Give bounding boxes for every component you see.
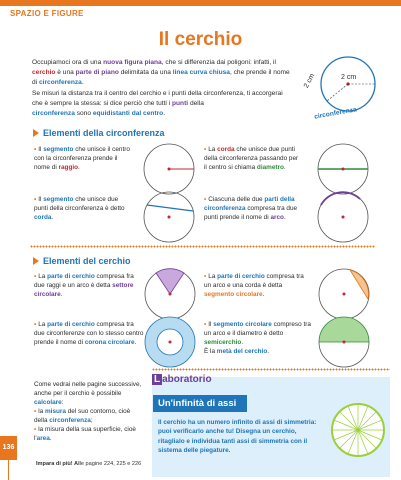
page-number: 136 bbox=[0, 436, 17, 460]
symmetry-wheel-diagram bbox=[328, 400, 388, 460]
divider-lab bbox=[152, 368, 390, 371]
lab-heading: L aboratorio bbox=[154, 374, 212, 385]
item-circular-segment: • La parte di cerchio compresa tra un arco e una corda è detta segmento circolare. bbox=[204, 273, 304, 298]
intro-text: Occupiamoci ora di una nuova figura piana, che si differenzia dai poligoni: infatti, il cerchio è una parte di piano delimitata da una linea curva chiusa, che prende il nome di circonferenza. Se misuri la distanza tra il centro del cerchio e i punti della circonferenza, ti accorgerai che è sempre la stessa: si dice perciò che tutti i punti della circonferenza sono equidistanti dal centro. bbox=[32, 59, 290, 118]
section-heading-circle: Elementi del cerchio bbox=[33, 256, 131, 266]
circle-figure bbox=[300, 56, 392, 132]
arc-diagram bbox=[315, 189, 371, 245]
page-title: Il cerchio bbox=[158, 29, 243, 50]
item-sector: • La parte di cerchio compresa fra due raggi e un arco è detta settore circolare. bbox=[34, 273, 134, 298]
closing-text: Come vedrai nelle pagine successive, anche per il cerchio è possibile calcolare: • la misura del suo contorno, cioè della circonferenza; • la misura della sua superficie, cioè l'area. bbox=[34, 381, 142, 442]
item-annulus: • La parte di cerchio compresa tra due circonferenze con lo stesso centro prende il nome di corona circolare. bbox=[34, 321, 144, 346]
item-radius: • Il segmento che unisce il centro con la circonferenza prende il nome di raggio. bbox=[34, 146, 130, 171]
radius-label-horizontal: 2 cm bbox=[341, 74, 357, 81]
lab-title: Un'infinità di assi bbox=[158, 398, 237, 409]
circumference-label: circonferenza bbox=[313, 106, 358, 121]
divider bbox=[30, 245, 375, 248]
lab-text: Il cerchio ha un numero infinito di assi di simmetria: puoi verificarlo anche tu! Disegna un cerchio, ritaglialo e individua tanti assi di simmetria con il sistema delle piegature. bbox=[158, 419, 317, 455]
top-bar bbox=[0, 0, 401, 6]
chord-diagram bbox=[141, 189, 197, 245]
semicircle-diagram bbox=[316, 314, 372, 370]
footer-note: Impara di più! Alle pagine 224, 225 e 226 bbox=[36, 461, 142, 467]
item-semicircle: • Il segmento circolare compreso tra un arco e il diametro è detto semicerchio. È la metà del cerchio. bbox=[204, 321, 311, 355]
section-label: SPAZIO E FIGURE bbox=[10, 9, 84, 18]
section-heading-circumference: Elementi della circonferenza bbox=[33, 128, 165, 138]
radius-label-diagonal: 2 cm bbox=[303, 72, 317, 90]
item-diameter: • La corda che unisce due punti della circonferenza passando per il centro si chiama diametro. bbox=[204, 146, 299, 171]
item-chord: • Il segmento che unisce due punti della circonferenza è detto corda. bbox=[34, 196, 125, 221]
item-arc: • Ciascuna delle due parti della circonferenza compresa tra due punti prende il nome di arco. bbox=[204, 196, 298, 221]
annulus-diagram bbox=[142, 314, 198, 370]
footer-line bbox=[8, 460, 9, 480]
